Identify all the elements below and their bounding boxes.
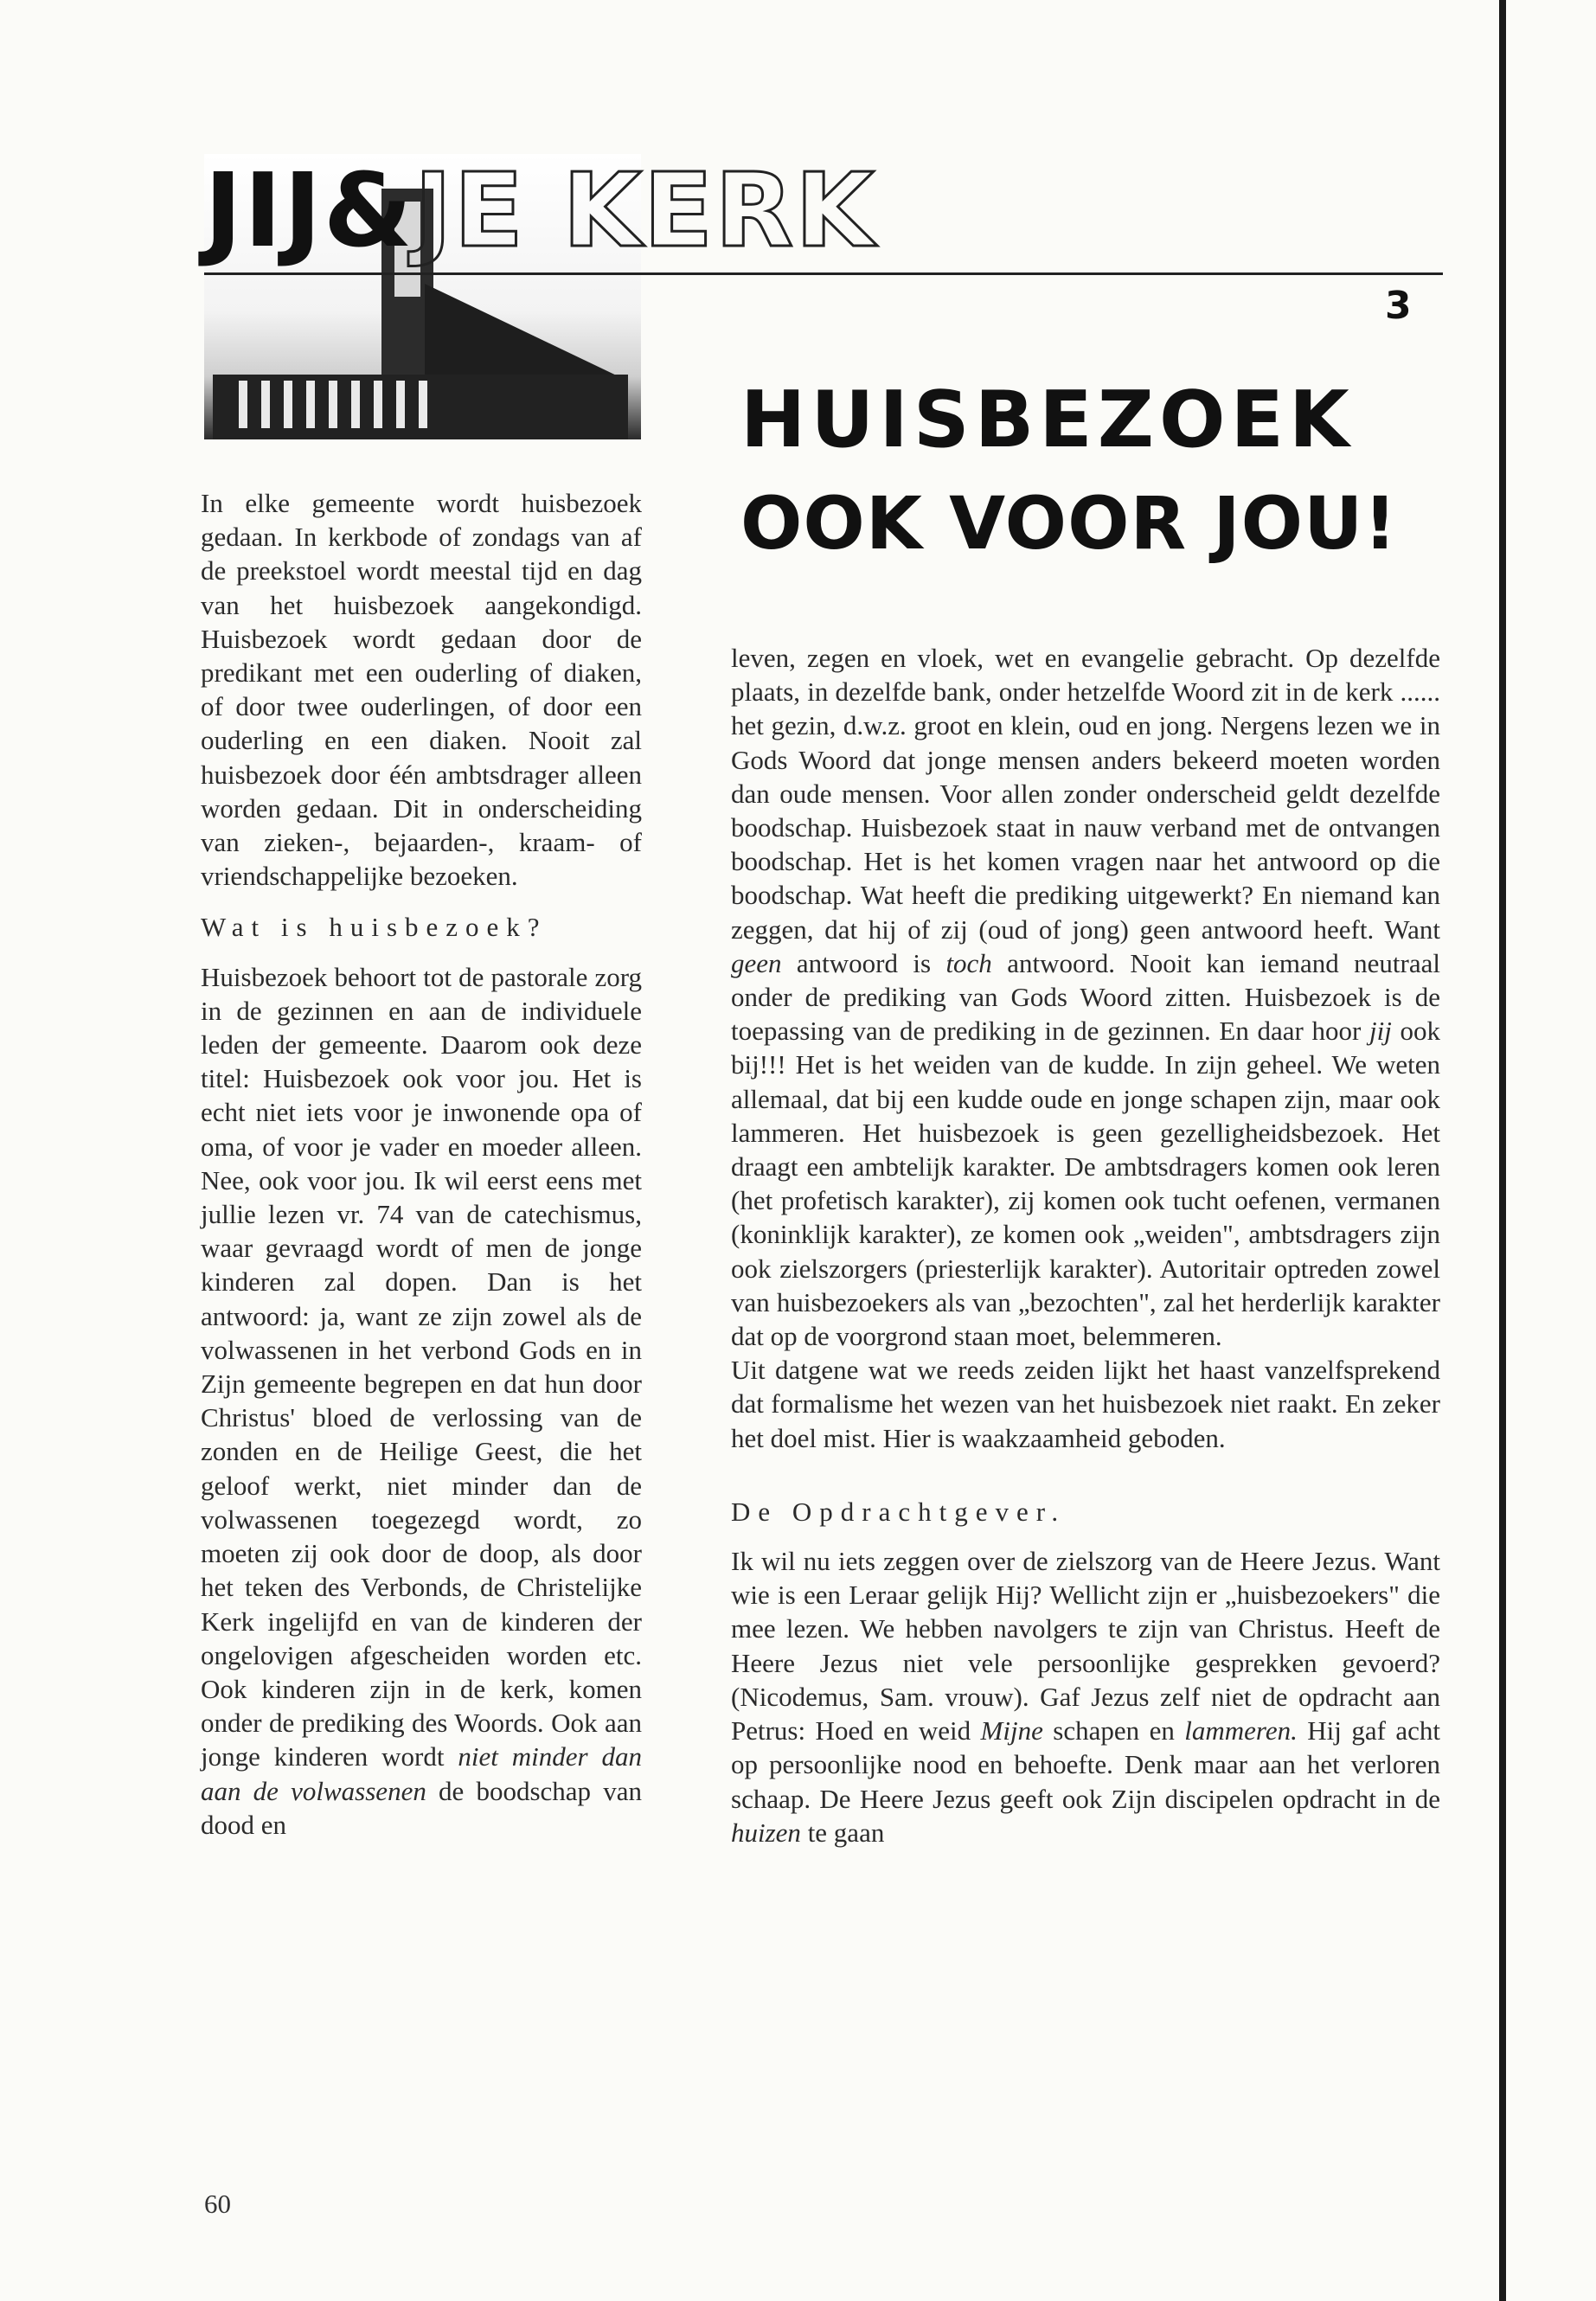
- paragraph: [201, 960, 642, 1842]
- page-edge-bar: [1499, 0, 1506, 2301]
- logo-jij: JIJ: [204, 151, 324, 270]
- paragraph: [731, 1544, 1440, 1849]
- masthead: [204, 151, 1443, 566]
- right-column: [731, 641, 1440, 1849]
- church-roof: [425, 284, 624, 379]
- text-run: antwoord. Nooit kan iemand neutraal onder de prediking van Gods Woord zitten. Huisbezoek is de toepassing van de prediking in de gezinnen. En daar hoor: [731, 947, 1440, 1047]
- text-run: antwoord is: [781, 947, 946, 978]
- text-run: te gaan: [800, 1817, 885, 1848]
- paragraph: Uit datgene wat we reeds zeiden lijkt het haast vanzelfsprekend dat formalisme het wezen van het huisbezoek niet raakt. En zeker het doel mist. Hier is waakzaamheid geboden.: [731, 1355, 1440, 1453]
- column-logo: [204, 151, 876, 270]
- emphasis: niet minder dan aan de volwassenen: [201, 1741, 642, 1806]
- emphasis: geen: [731, 947, 782, 978]
- text-run: de boodschap van dood en: [201, 1775, 642, 1840]
- left-column: [201, 486, 642, 1842]
- text-run: Huisbezoek behoort tot de pastorale zorg in de gezinnen en aan de individuele leden der gemeente. Daarom ook deze titel: Huisbezoek ook voor jou. Het is echt niet iets voor je inwonende opa of oma, of voor je vader en moeder alleen. Nee, ook voor jou. Ik wil eerst eens met jullie lezen vr. 74 van de catechismus, waar gevraagd wordt of men de jonge kinderen zal dopen. Dan is het antwoord: ja, want ze zijn zowel als de volwassenen in het verbond Gods en in Zijn gemeente begrepen en dat hun door Christus' bloed de verlossing van de zonden en de Heilige Geest, die het geloof werkt, niet minder dan de volwassenen toegezegd wordt, zo moeten zij ook door de doop, als door het teken des Verbonds, de Christelijke Kerk ingelijfd en van de kinderen der ongelovigen afgescheiden worden etc. Ook kinderen zijn in de kerk, komen onder de prediking des Woords. Ook aan jonge kinderen wordt: [201, 961, 642, 1772]
- section-heading: De Opdrachtgever.: [731, 1496, 1067, 1527]
- emphasis: huizen: [731, 1817, 801, 1848]
- header-rule: [204, 272, 1443, 275]
- section-heading: Wat is huisbezoek?: [201, 912, 548, 943]
- text-run: Hij gaf acht op persoonlijke nood en behoefte. Denk maar aan het verloren schaap. De Heere Jezus geeft ook Zijn discipelen opdracht in de: [731, 1715, 1441, 1814]
- emphasis: lammeren.: [1184, 1715, 1298, 1747]
- text-run: schapen en: [1042, 1715, 1185, 1747]
- page-number: 60: [204, 2189, 231, 2219]
- spacer: [731, 1455, 1440, 1477]
- paragraph: In elke gemeente wordt huisbezoek gedaan. In kerkbode of zondags van af de preekstoel wordt meestal tijd en dag van het huisbezoek aangekondigd. Huisbezoek wordt gedaan door de predikant met een ouderling of diaken, of door twee ouderlingen, of door een ouderling en een diaken. Nooit zal huisbezoek door één ambtsdrager alleen worden gedaan. Dit in onderscheiding van zieken-, bejaarden-, kraam- of vriendschappelijke bezoeken.: [201, 488, 642, 892]
- text-run: ook bij!!! Het is het weiden van de kudde. In zijn geheel. We weten allemaal, dat bij een kudde oude en jonge schapen zijn, maar ook lammeren. Het huisbezoek is geen gezelligheidsbezoek. Het draagt een ambtelijk karakter. De ambtsdragers komen ook leren (het profetisch karakter), zij komen ook tucht oefenen, vermanen (koninklijk karakter), ze komen ook „weiden", ambtsdragers zijn ook zielszorgers (priesterlijk karakter). Autoritair optreden zowel van huisbezoekers als van „bezochten", zal het herderlijk karakter dat op de voorgrond staan moet, belemmeren.: [731, 1016, 1441, 1352]
- text-run: leven, zegen en vloek, wet en evangelie gebracht. Op dezelfde plaats, in dezelfde bank, onder hetzelfde Woord zit in de kerk ...... het gezin, d.w.z. groot en klein, oud en jong. Nergens lezen we in Gods Woord dat jonge mensen anders bekeerd moeten worden dan oude mensen. Voor allen zonder onderscheid geldt dezelfde boodschap. Huisbezoek staat in nauw verband met de ontvangen boodschap. Het is het komen vragen naar het antwoord op die boodschap. Wat heeft die prediking uitgewerkt? En niemand kan zeggen, dat hij of zij (oud of jong) geen antwoord heeft. Want: [731, 643, 1440, 945]
- paragraph: [731, 641, 1440, 1353]
- emphasis: jij: [1369, 1016, 1392, 1047]
- emphasis: Mijne: [980, 1715, 1043, 1747]
- text-run: Ik wil nu iets zeggen over de zielszorg van de Heere Jezus. Want wie is een Leraar gelijk Hij? Wellicht zijn er „huisbezoekers" die mee lezen. We hebben navolgers te zijn van Christus. Heeft de Heere Jezus niet vele persoonlijke gesprekken gevoerd? (Nicodemus, Sam. vrouw). Gaf Jezus zelf niet de opdracht aan Petrus: Hoed en weid: [731, 1546, 1440, 1747]
- logo-je-kerk: JE KERK: [413, 151, 876, 270]
- article-subtitle: OOK VOOR JOU!: [740, 481, 1398, 566]
- logo-ampersand: &: [323, 151, 414, 270]
- article-title: HUISBEZOEK: [740, 375, 1355, 465]
- church-windows: [239, 381, 429, 428]
- emphasis: toch: [945, 947, 992, 978]
- issue-number: 3: [1385, 284, 1412, 328]
